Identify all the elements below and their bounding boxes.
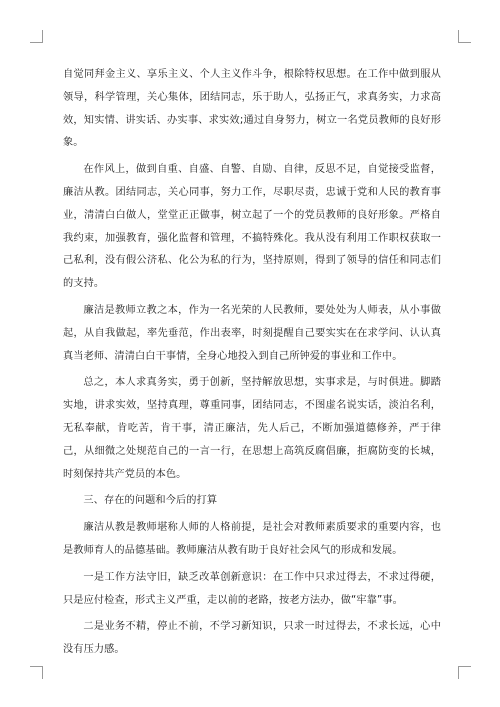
paragraph-5: 廉洁从教是教师堪称人师的人格前提，是社会对教师素质要求的重要内容，也是教师育人的品德基础。教师廉洁从教有助于良好社会风气的形成和发展。 xyxy=(63,522,441,556)
crop-mark-bottom-right xyxy=(458,666,471,679)
crop-mark-top-left xyxy=(30,30,43,43)
crop-mark-bottom-left xyxy=(30,666,43,679)
paragraph-4: 总之，本人求真务实，勇于创新，坚持解放思想，实事求是，与时俱进。脚踏实地，讲求实效，坚持真理，尊重同事，团结同志，不图虚名说实话，淡泊名利，无私奉献，肯吃苦，肯干事，清正廉洁，先人后己，不断加强道德修养，严于律己，从细微之处规范自己的一言一行，在思想上高筑反腐倡廉，拒腐防变的长城，时刻保持共产党员的本色。 xyxy=(63,377,441,480)
paragraph-3: 廉洁是教师立教之本，作为一名光荣的人民教师，要处处为人师表，从小事做起，从自我做起，率先垂范，作出表率，时刻提醒自己要实实在在求学问、认认真真当老师、清清白白干事情，全身心地投入到自己所钟爱的事业和工作中。 xyxy=(63,304,441,362)
document-body xyxy=(63,64,441,666)
crop-mark-top-right xyxy=(458,30,471,43)
paragraph-7: 二是业务不精，停止不前，不学习新知识，只求一时过得去，不求长远，心中没有压力感。 xyxy=(63,621,441,656)
paragraph-2: 在作风上，做到自重、自盛、自警、自励、自律，反思不足，自觉接受监督，廉洁从教。团结同志，关心同事，努力工作，尽职尽责，忠诚于党和人民的教育事业，清清白白做人，堂堂正正做事，树立起了一个的党员教师的良好形象。严格自我约束，加强教育，强化监督和管理，不搞特殊化。我从没有利用工作职权获取一己私利，没有假公济私、化公为私的行为，坚持原则，得到了领导的信任和同志们的支持。 xyxy=(63,164,441,290)
section-heading: 三、存在的问题和今后的打算 xyxy=(83,495,218,507)
paragraph-1: 自觉同拜金主义、享乐主义、个人主义作斗争，根除特权思想。在工作中做到服从领导，科学管理，关心集体，团结同志，乐于助人，弘扬正气，求真务实，力求高效，知实情、讲实话、办实事、求实效;通过自身努力，树立一名党员教师的良好形象。 xyxy=(63,69,441,149)
paragraph-6: 一是工作方法守旧，缺乏改革创新意识：在工作中只求过得去，不求过得硬，只是应付检查，形式主义严重，走以前的老路，按老方法办，做“牢靠”事。 xyxy=(63,571,441,606)
